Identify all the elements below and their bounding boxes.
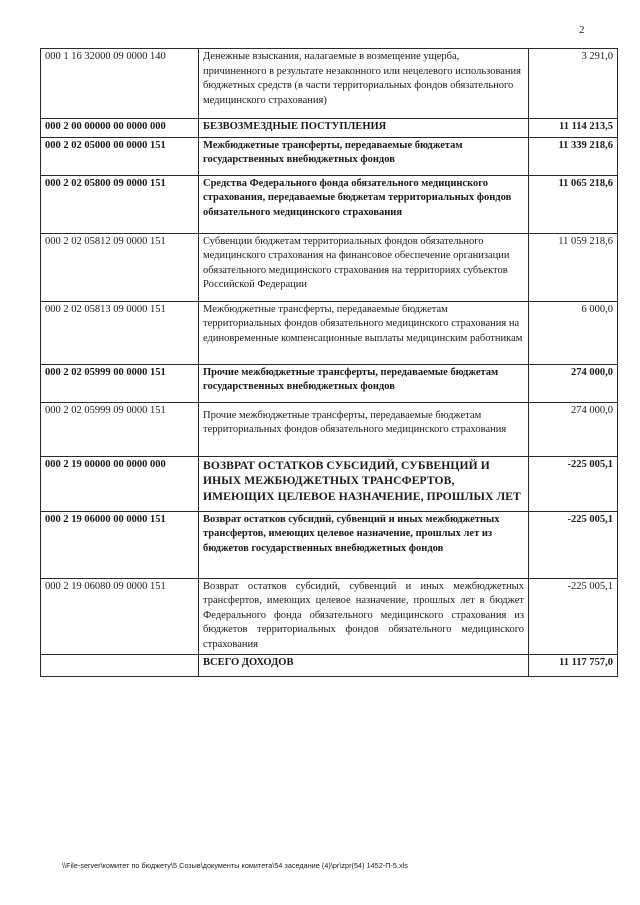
total-row (41, 655, 618, 677)
description-cell: Субвенции бюджетам территориальных фондов обязательного медицинского страхования на финансовое обеспечение организации обязательного медицинского страхования на территориях субъектов Российской Федерации (199, 233, 529, 301)
total-label: ВСЕГО ДОХОДОВ (199, 655, 529, 677)
amount-cell: 274 000,0 (529, 402, 618, 456)
table-row (41, 511, 618, 578)
table-row (41, 402, 618, 456)
amount-cell: 3 291,0 (529, 49, 618, 119)
budget-code-cell: 000 1 16 32000 09 0000 140 (41, 49, 199, 119)
table-row (41, 233, 618, 301)
amount-cell: 274 000,0 (529, 364, 618, 402)
description-cell: БЕЗВОЗМЕЗДНЫЕ ПОСТУПЛЕНИЯ (199, 119, 529, 138)
table-row (41, 137, 618, 175)
budget-code-cell: 000 2 00 00000 00 0000 000 (41, 119, 199, 138)
description-cell: Прочие межбюджетные трансферты, передаваемые бюджетам территориальных фондов обязательного медицинского страхования (199, 402, 529, 456)
amount-cell: -225 005,1 (529, 456, 618, 511)
budget-code-cell: 000 2 19 06000 00 0000 151 (41, 511, 199, 578)
amount-cell: 11 065 218,6 (529, 175, 618, 233)
amount-cell: 11 114 213,5 (529, 119, 618, 138)
amount-cell: 6 000,0 (529, 301, 618, 364)
budget-code-cell: 000 2 02 05800 09 0000 151 (41, 175, 199, 233)
amount-cell: 11 059 218,6 (529, 233, 618, 301)
empty-code-cell (41, 655, 199, 677)
budget-code-cell: 000 2 02 05000 00 0000 151 (41, 137, 199, 175)
table-row (41, 175, 618, 233)
description-cell: ВОЗВРАТ ОСТАТКОВ СУБСИДИЙ, СУБВЕНЦИЙ И ИНЫХ МЕЖБЮДЖЕТНЫХ ТРАНСФЕРТОВ, ИМЕЮЩИХ ЦЕЛЕВОЕ НАЗНАЧЕНИЕ, ПРОШЛЫХ ЛЕТ (199, 456, 529, 511)
amount-cell: 11 339 218,6 (529, 137, 618, 175)
description-cell: Возврат остатков субсидий, субвенций и иных межбюджетных трансфертов, имеющих целевое назначение, прошлых лет в бюджет Федерального фонда обязательного медицинского страхования из бюджетов территориальных фондов обязательного медицинского страхования (199, 578, 529, 655)
revenue-table (40, 48, 618, 677)
budget-code-cell: 000 2 02 05812 09 0000 151 (41, 233, 199, 301)
description-cell: Межбюджетные трансферты, передаваемые бюджетам территориальных фондов обязательного медицинского страхования на единовременные компенсационные выплаты медицинским работникам (199, 301, 529, 364)
table-row (41, 49, 618, 119)
budget-code-cell: 000 2 19 00000 00 0000 000 (41, 456, 199, 511)
budget-code-cell: 000 2 02 05999 00 0000 151 (41, 364, 199, 402)
description-cell: Денежные взыскания, налагаемые в возмещение ущерба, причиненного в результате незаконного или нецелевого использования бюджетных средств (в части территориальных фондов обязательного медицинского страхования) (199, 49, 529, 119)
description-cell: Средства Федерального фонда обязательного медицинского страхования, передаваемые бюджетам территориальных фондов обязательного медицинского страхования (199, 175, 529, 233)
budget-code-cell: 000 2 02 05999 09 0000 151 (41, 402, 199, 456)
amount-cell: -225 005,1 (529, 511, 618, 578)
description-cell: Прочие межбюджетные трансферты, передаваемые бюджетам государственных внебюджетных фондов (199, 364, 529, 402)
amount-cell: -225 005,1 (529, 578, 618, 655)
budget-code-cell: 000 2 19 06080 09 0000 151 (41, 578, 199, 655)
table-row (41, 578, 618, 655)
table-row (41, 456, 618, 511)
page-number: 2 (579, 24, 585, 36)
budget-code-cell: 000 2 02 05813 09 0000 151 (41, 301, 199, 364)
file-path-footer: \\File-server\комитет по бюджету\5 Созыв\документы комитета\54 заседание (4)\pr\zpr(54) 1452-П-5.xls (62, 861, 408, 870)
table-row (41, 301, 618, 364)
total-amount: 11 117 757,0 (529, 655, 618, 677)
table-row (41, 364, 618, 402)
description-cell: Возврат остатков субсидий, субвенций и иных межбюджетных трансфертов, имеющих целевое назначение, прошлых лет из бюджетов государственных внебюджетных фондов (199, 511, 529, 578)
table-row (41, 119, 618, 138)
description-cell: Межбюджетные трансферты, передаваемые бюджетам государственных внебюджетных фондов (199, 137, 529, 175)
